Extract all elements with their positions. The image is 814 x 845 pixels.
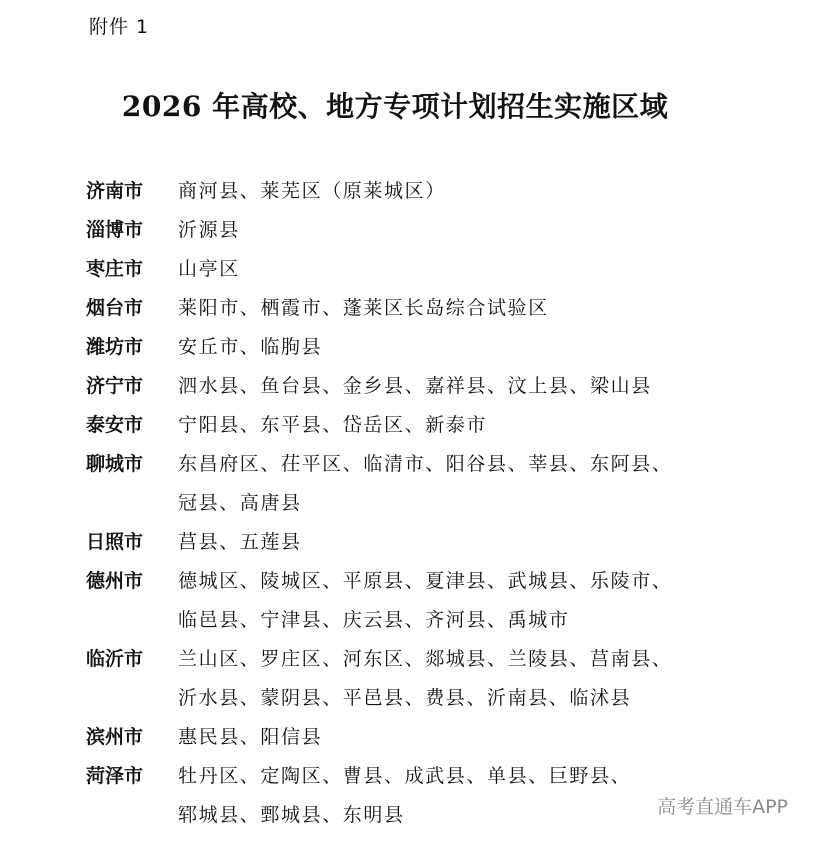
region-area-line: 莱阳市、栖霞市、蓬莱区长岛综合试验区 bbox=[178, 297, 549, 319]
region-areas bbox=[178, 328, 746, 367]
region-area-line: 兰山区、罗庄区、河东区、郯城县、兰陵县、莒南县、 bbox=[178, 648, 673, 670]
region-area-line: 沂水县、蒙阴县、平邑县、费县、沂南县、临沭县 bbox=[178, 687, 632, 709]
region-city: 聊城市 bbox=[86, 453, 144, 475]
document-title: 2026 年高校、地方专项计划招生实施区域 bbox=[121, 90, 669, 123]
region-city: 济宁市 bbox=[86, 375, 144, 397]
region-row bbox=[86, 367, 746, 406]
region-area-line: 山亭区 bbox=[178, 258, 240, 280]
region-area-line: 牡丹区、定陶区、曹县、成武县、单县、巨野县、 bbox=[178, 765, 632, 787]
region-city: 滨州市 bbox=[86, 726, 144, 748]
attachment-label: 附件 1 bbox=[89, 16, 150, 38]
region-city: 德州市 bbox=[86, 570, 144, 592]
region-city: 临沂市 bbox=[86, 648, 144, 670]
region-city: 济南市 bbox=[86, 180, 144, 202]
region-row bbox=[86, 640, 746, 718]
region-area-line: 莒县、五莲县 bbox=[178, 531, 302, 553]
region-row bbox=[86, 250, 746, 289]
region-row bbox=[86, 172, 746, 211]
region-row bbox=[86, 328, 746, 367]
region-row bbox=[86, 406, 746, 445]
region-row bbox=[86, 289, 746, 328]
region-list bbox=[86, 172, 746, 835]
region-area-line: 德城区、陵城区、平原县、夏津县、武城县、乐陵市、 bbox=[178, 570, 673, 592]
region-area-line: 商河县、莱芜区（原莱城区） bbox=[178, 180, 446, 202]
region-areas bbox=[178, 172, 746, 211]
region-area-line: 冠县、高唐县 bbox=[178, 492, 302, 514]
region-area-line: 宁阳县、东平县、岱岳区、新泰市 bbox=[178, 414, 488, 436]
region-areas bbox=[178, 250, 746, 289]
region-areas bbox=[178, 562, 746, 640]
region-city: 泰安市 bbox=[86, 414, 144, 436]
region-areas bbox=[178, 445, 746, 523]
region-city: 烟台市 bbox=[86, 297, 144, 319]
region-areas bbox=[178, 289, 746, 328]
region-area-line: 沂源县 bbox=[178, 219, 240, 241]
region-area-line: 惠民县、阳信县 bbox=[178, 726, 323, 748]
region-areas bbox=[178, 211, 746, 250]
region-city: 潍坊市 bbox=[86, 336, 144, 358]
region-areas bbox=[178, 406, 746, 445]
region-city: 淄博市 bbox=[86, 219, 144, 241]
watermark: 高考直通车APP bbox=[657, 796, 788, 818]
region-city: 日照市 bbox=[86, 531, 144, 553]
region-city: 枣庄市 bbox=[86, 258, 144, 280]
region-area-line: 安丘市、临朐县 bbox=[178, 336, 323, 358]
region-areas bbox=[178, 640, 746, 718]
region-row bbox=[86, 757, 746, 835]
region-area-line: 泗水县、鱼台县、金乡县、嘉祥县、汶上县、梁山县 bbox=[178, 375, 652, 397]
region-areas bbox=[178, 523, 746, 562]
region-city: 菏泽市 bbox=[86, 765, 144, 787]
region-row bbox=[86, 562, 746, 640]
region-area-line: 东昌府区、茌平区、临清市、阳谷县、莘县、东阿县、 bbox=[178, 453, 673, 475]
region-areas bbox=[178, 718, 746, 757]
region-row bbox=[86, 445, 746, 523]
region-area-line: 郓城县、鄄城县、东明县 bbox=[178, 804, 405, 826]
region-row bbox=[86, 211, 746, 250]
region-area-line: 临邑县、宁津县、庆云县、齐河县、禹城市 bbox=[178, 609, 570, 631]
region-row bbox=[86, 718, 746, 757]
region-areas bbox=[178, 367, 746, 406]
region-row bbox=[86, 523, 746, 562]
